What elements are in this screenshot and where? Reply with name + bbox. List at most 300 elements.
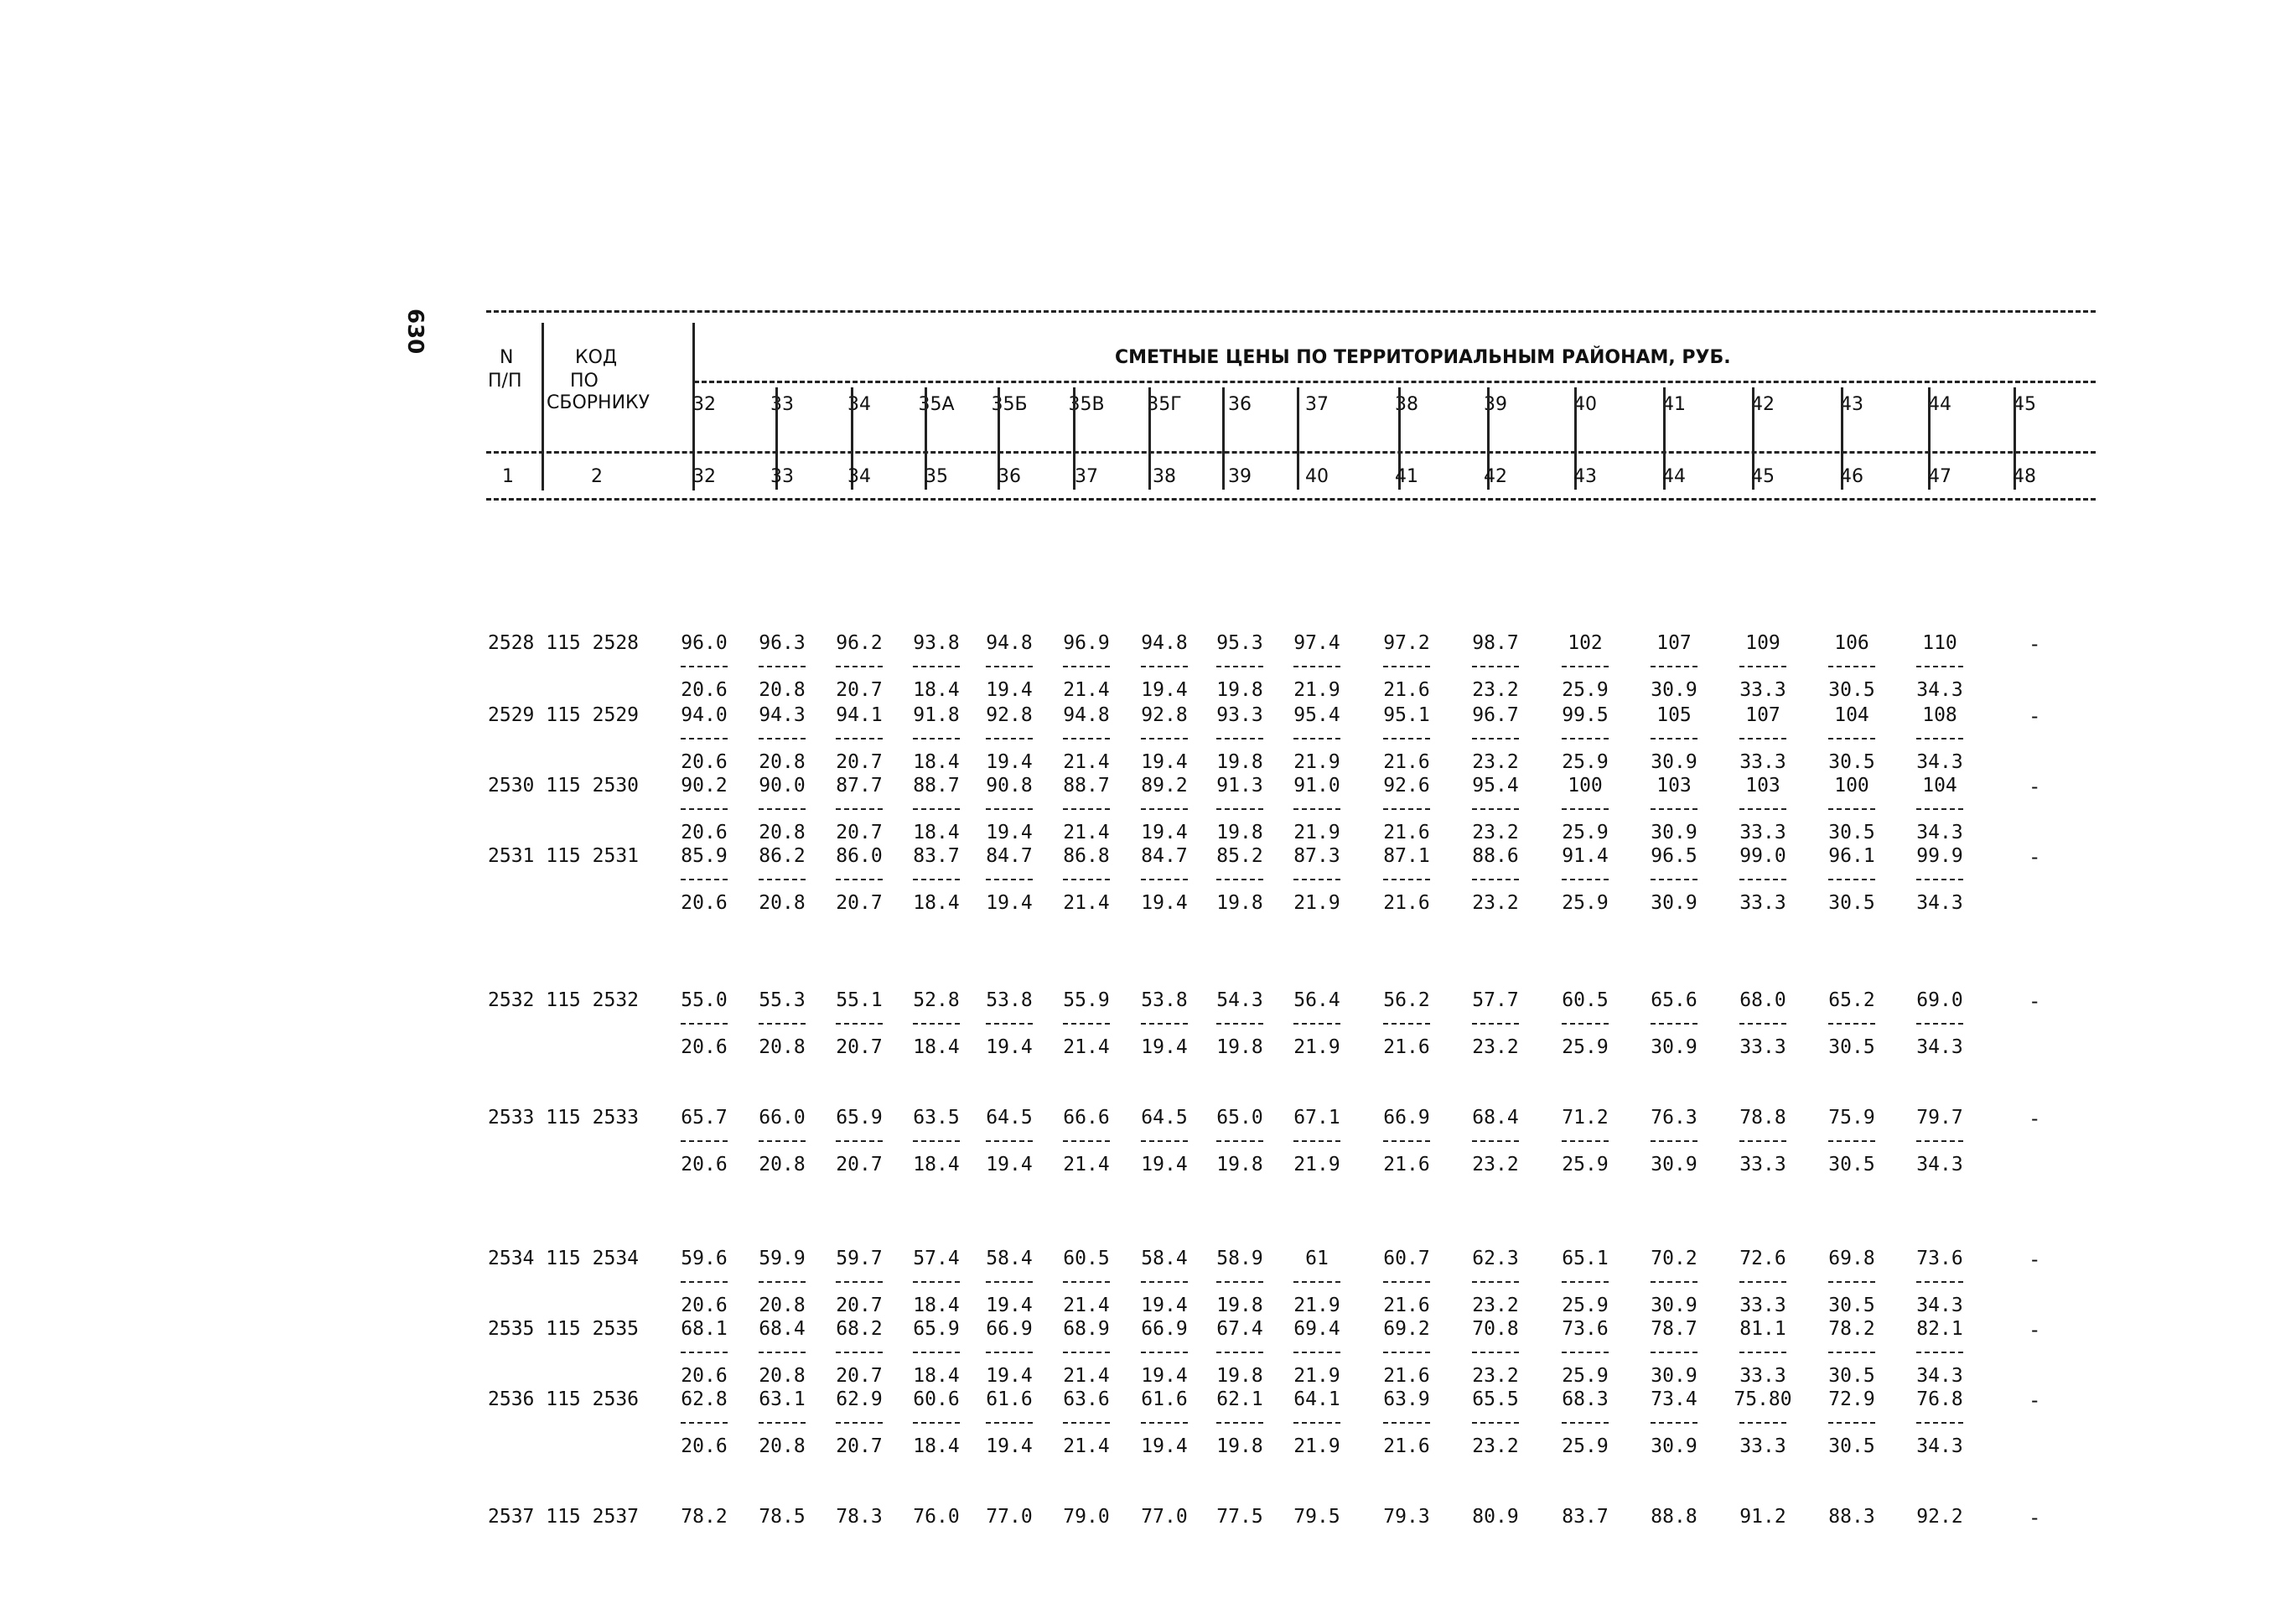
header-pp-label: П/П (488, 371, 522, 392)
fraction-bar (1063, 1140, 1110, 1142)
column-number: 45 (1751, 466, 1775, 487)
fraction-bar (1562, 879, 1609, 880)
region-header: 35Г (1147, 394, 1182, 415)
header-mid-rule (694, 381, 2096, 383)
price-value: 65.5 (1472, 1388, 1519, 1410)
price-value: 57.4 (913, 1248, 960, 1269)
fraction-bar (1651, 808, 1697, 810)
price-value: 90.0 (759, 775, 806, 797)
fraction-bar (1141, 879, 1188, 880)
fraction-bar (1293, 666, 1340, 667)
fraction-bar (1141, 808, 1188, 810)
fraction-bar (913, 1140, 960, 1142)
labor-value: 20.8 (759, 1365, 806, 1387)
price-value: 97.4 (1293, 632, 1340, 654)
price-value: 65.7 (681, 1107, 728, 1129)
column-number: 44 (1662, 466, 1686, 487)
labor-value: 19.4 (986, 892, 1033, 914)
price-value: 88.3 (1828, 1506, 1875, 1528)
region-header: 34 (847, 394, 871, 415)
price-value: 95.4 (1472, 775, 1519, 797)
price-value: 94.3 (759, 704, 806, 726)
price-value: 79.5 (1293, 1506, 1340, 1528)
row-code: 2530 115 2530 (488, 775, 640, 797)
price-value: 96.9 (1063, 632, 1110, 654)
labor-value: 19.4 (986, 822, 1033, 843)
column-number: 48 (2013, 466, 2036, 487)
fraction-bar (836, 1352, 883, 1353)
price-value: 76.8 (1916, 1388, 1963, 1410)
region-header: 36 (1228, 394, 1252, 415)
price-value: 69.8 (1828, 1248, 1875, 1269)
labor-value: 33.3 (1739, 1295, 1786, 1316)
price-value: 68.1 (681, 1318, 728, 1340)
price-value: 91.2 (1739, 1506, 1786, 1528)
labor-value: 20.8 (759, 1154, 806, 1175)
fraction-bar (986, 1352, 1033, 1353)
price-value: 94.8 (986, 632, 1033, 654)
column-number: 34 (847, 466, 871, 487)
labor-value: 30.9 (1651, 751, 1697, 773)
price-value: 107 (1656, 632, 1692, 654)
price-value: 58.4 (1141, 1248, 1188, 1269)
price-value: 68.2 (836, 1318, 883, 1340)
price-value: 63.6 (1063, 1388, 1110, 1410)
fraction-bar (1383, 1140, 1430, 1142)
price-value: 55.9 (1063, 989, 1110, 1011)
fraction-bar (1216, 738, 1263, 740)
price-value: 68.4 (1472, 1107, 1519, 1129)
fraction-bar (1562, 1140, 1609, 1142)
price-value: 78.8 (1739, 1107, 1786, 1129)
fraction-bar (1293, 1352, 1340, 1353)
price-value: 60.7 (1383, 1248, 1430, 1269)
labor-value: 20.7 (836, 1435, 883, 1457)
labor-value: 19.4 (986, 1036, 1033, 1058)
fraction-bar (836, 1422, 883, 1424)
price-value: 91.8 (913, 704, 960, 726)
price-value: 65.6 (1651, 989, 1697, 1011)
fraction-bar (1383, 808, 1430, 810)
labor-value: 21.9 (1293, 1154, 1340, 1175)
price-value: 62.3 (1472, 1248, 1519, 1269)
fraction-bar (986, 808, 1033, 810)
fraction-bar (1216, 879, 1263, 880)
price-value: 61.6 (986, 1388, 1033, 1410)
labor-value: 19.4 (1141, 1036, 1188, 1058)
column-number: 37 (1075, 466, 1098, 487)
empty-cell-dash: - (2029, 1506, 2041, 1529)
header-title: СМЕТНЫЕ ЦЕНЫ ПО ТЕРРИТОРИАЛЬНЫМ РАЙОНАМ, РУБ. (1115, 347, 1731, 368)
empty-cell-dash: - (2029, 989, 2041, 1013)
fraction-bar (1063, 1422, 1110, 1424)
empty-cell-dash: - (2029, 845, 2041, 869)
labor-value: 30.9 (1651, 892, 1697, 914)
labor-value: 21.4 (1063, 1435, 1110, 1457)
labor-value: 30.5 (1828, 822, 1875, 843)
labor-value: 21.4 (1063, 822, 1110, 843)
region-header: 33 (770, 394, 794, 415)
price-value: 53.8 (1141, 989, 1188, 1011)
labor-value: 19.8 (1216, 1295, 1263, 1316)
price-value: 71.2 (1562, 1107, 1609, 1129)
price-value: 65.9 (913, 1318, 960, 1340)
labor-value: 20.8 (759, 1435, 806, 1457)
labor-value: 18.4 (913, 1435, 960, 1457)
labor-value: 21.6 (1383, 822, 1430, 843)
row-code: 2536 115 2536 (488, 1388, 640, 1410)
column-number: 39 (1228, 466, 1252, 487)
fraction-bar (1916, 879, 1963, 880)
column-number: 2 (591, 466, 603, 487)
labor-value: 21.6 (1383, 751, 1430, 773)
price-value: 68.0 (1739, 989, 1786, 1011)
price-value: 75.9 (1828, 1107, 1875, 1129)
labor-value: 20.8 (759, 679, 806, 701)
fraction-bar (681, 738, 728, 740)
price-value: 65.9 (836, 1107, 883, 1129)
labor-value: 21.6 (1383, 1154, 1430, 1175)
labor-value: 33.3 (1739, 822, 1786, 843)
fraction-bar (1063, 879, 1110, 880)
labor-value: 30.9 (1651, 1365, 1697, 1387)
labor-value: 21.9 (1293, 751, 1340, 773)
labor-value: 23.2 (1472, 1295, 1519, 1316)
price-value: 60.6 (913, 1388, 960, 1410)
fraction-bar (1828, 738, 1875, 740)
fraction-bar (1739, 1422, 1786, 1424)
fraction-bar (836, 1140, 883, 1142)
price-value: 92.8 (1141, 704, 1188, 726)
labor-value: 30.9 (1651, 1154, 1697, 1175)
labor-value: 20.7 (836, 1295, 883, 1316)
fraction-bar (1562, 1281, 1609, 1283)
price-value: 89.2 (1141, 775, 1188, 797)
fraction-bar (1383, 1422, 1430, 1424)
fraction-bar (681, 1281, 728, 1283)
labor-value: 20.7 (836, 679, 883, 701)
empty-cell-dash: - (2029, 632, 2041, 656)
price-value: 86.2 (759, 845, 806, 867)
fraction-bar (1828, 1352, 1875, 1353)
price-value: 95.1 (1383, 704, 1430, 726)
fraction-bar (1472, 1281, 1519, 1283)
header-n-label: N (500, 347, 514, 368)
price-value: 110 (1922, 632, 1957, 654)
labor-value: 34.3 (1916, 1435, 1963, 1457)
price-value: 88.8 (1651, 1506, 1697, 1528)
price-value: 73.6 (1916, 1248, 1963, 1269)
price-value: 66.9 (1383, 1107, 1430, 1129)
column-number: 46 (1840, 466, 1863, 487)
column-number: 1 (502, 466, 514, 487)
labor-value: 30.9 (1651, 1036, 1697, 1058)
labor-value: 30.5 (1828, 1154, 1875, 1175)
labor-value: 34.3 (1916, 1154, 1963, 1175)
price-value: 103 (1745, 775, 1780, 797)
fraction-bar (1216, 1023, 1263, 1025)
labor-value: 20.7 (836, 1365, 883, 1387)
fraction-bar (1383, 1281, 1430, 1283)
column-number: 36 (998, 466, 1021, 487)
column-number: 42 (1484, 466, 1507, 487)
fraction-bar (1739, 738, 1786, 740)
price-value: 69.2 (1383, 1318, 1430, 1340)
fraction-bar (1651, 738, 1697, 740)
price-value: 96.2 (836, 632, 883, 654)
labor-value: 20.8 (759, 892, 806, 914)
price-value: 58.9 (1216, 1248, 1263, 1269)
price-value: 53.8 (986, 989, 1033, 1011)
price-value: 93.3 (1216, 704, 1263, 726)
fraction-bar (1916, 1281, 1963, 1283)
fraction-bar (986, 1281, 1033, 1283)
price-value: 90.2 (681, 775, 728, 797)
labor-value: 20.6 (681, 1365, 728, 1387)
price-value: 78.2 (1828, 1318, 1875, 1340)
fraction-bar (1383, 1352, 1430, 1353)
labor-value: 21.6 (1383, 1036, 1430, 1058)
price-value: 56.4 (1293, 989, 1340, 1011)
price-value: 63.9 (1383, 1388, 1430, 1410)
fraction-bar (1141, 1023, 1188, 1025)
labor-value: 25.9 (1562, 892, 1609, 914)
fraction-bar (836, 1023, 883, 1025)
header-divider (542, 323, 544, 490)
price-value: 64.5 (1141, 1107, 1188, 1129)
fraction-bar (681, 808, 728, 810)
labor-value: 21.4 (1063, 1036, 1110, 1058)
labor-value: 20.6 (681, 679, 728, 701)
labor-value: 19.4 (1141, 1435, 1188, 1457)
labor-value: 25.9 (1562, 1154, 1609, 1175)
price-value: 104 (1834, 704, 1869, 726)
header-kod-label: КОД (575, 347, 618, 368)
labor-value: 18.4 (913, 892, 960, 914)
fraction-bar (1383, 738, 1430, 740)
fraction-bar (681, 1140, 728, 1142)
fraction-bar (1383, 879, 1430, 880)
labor-value: 23.2 (1472, 751, 1519, 773)
column-number: 35 (925, 466, 948, 487)
fraction-bar (913, 808, 960, 810)
labor-value: 19.4 (1141, 1154, 1188, 1175)
labor-value: 33.3 (1739, 679, 1786, 701)
fraction-bar (986, 1140, 1033, 1142)
price-value: 92.8 (986, 704, 1033, 726)
fraction-bar (681, 879, 728, 880)
fraction-bar (1651, 666, 1697, 667)
fraction-bar (986, 1422, 1033, 1424)
labor-value: 34.3 (1916, 1295, 1963, 1316)
labor-value: 21.6 (1383, 1435, 1430, 1457)
price-value: 85.9 (681, 845, 728, 867)
labor-value: 21.9 (1293, 822, 1340, 843)
labor-value: 20.8 (759, 1295, 806, 1316)
price-value: 52.8 (913, 989, 960, 1011)
fraction-bar (1651, 1422, 1697, 1424)
labor-value: 30.5 (1828, 1435, 1875, 1457)
price-value: 100 (1834, 775, 1869, 797)
price-value: 96.0 (681, 632, 728, 654)
labor-value: 34.3 (1916, 1036, 1963, 1058)
labor-value: 30.5 (1828, 751, 1875, 773)
fraction-bar (759, 1023, 806, 1025)
fraction-bar (1063, 1023, 1110, 1025)
labor-value: 19.8 (1216, 751, 1263, 773)
price-value: 95.3 (1216, 632, 1263, 654)
labor-value: 19.8 (1216, 1435, 1263, 1457)
region-header: 44 (1928, 394, 1951, 415)
fraction-bar (1828, 1023, 1875, 1025)
header-sbornik-label: СБОРНИКУ (547, 392, 650, 413)
fraction-bar (1293, 1422, 1340, 1424)
fraction-bar (1141, 1422, 1188, 1424)
fraction-bar (986, 879, 1033, 880)
labor-value: 18.4 (913, 1295, 960, 1316)
labor-value: 19.4 (986, 1365, 1033, 1387)
row-code: 2529 115 2529 (488, 704, 640, 726)
fraction-bar (1293, 738, 1340, 740)
labor-value: 34.3 (1916, 822, 1963, 843)
price-value: 87.3 (1293, 845, 1340, 867)
price-value: 58.4 (986, 1248, 1033, 1269)
labor-value: 18.4 (913, 1036, 960, 1058)
fraction-bar (913, 1352, 960, 1353)
fraction-bar (836, 666, 883, 667)
labor-value: 19.4 (986, 1295, 1033, 1316)
price-value: 91.4 (1562, 845, 1609, 867)
price-value: 88.6 (1472, 845, 1519, 867)
region-header: 35А (918, 394, 955, 415)
labor-value: 21.4 (1063, 679, 1110, 701)
fraction-bar (759, 1352, 806, 1353)
labor-value: 33.3 (1739, 892, 1786, 914)
fraction-bar (1472, 808, 1519, 810)
labor-value: 21.6 (1383, 1295, 1430, 1316)
price-value: 55.3 (759, 989, 806, 1011)
price-value: 59.6 (681, 1248, 728, 1269)
price-value: 97.2 (1383, 632, 1430, 654)
fraction-bar (1828, 1281, 1875, 1283)
price-value: 103 (1656, 775, 1692, 797)
fraction-bar (759, 666, 806, 667)
labor-value: 19.4 (1141, 679, 1188, 701)
labor-value: 25.9 (1562, 679, 1609, 701)
fraction-bar (1651, 1281, 1697, 1283)
price-value: 68.4 (759, 1318, 806, 1340)
fraction-bar (681, 666, 728, 667)
fraction-bar (913, 666, 960, 667)
labor-value: 19.8 (1216, 679, 1263, 701)
price-value: 83.7 (913, 845, 960, 867)
fraction-bar (1739, 808, 1786, 810)
labor-value: 25.9 (1562, 1036, 1609, 1058)
fraction-bar (1562, 666, 1609, 667)
fraction-bar (1141, 738, 1188, 740)
price-value: 73.6 (1562, 1318, 1609, 1340)
labor-value: 18.4 (913, 1154, 960, 1175)
fraction-bar (681, 1352, 728, 1353)
price-value: 104 (1922, 775, 1957, 797)
column-number: 38 (1153, 466, 1176, 487)
labor-value: 21.6 (1383, 1365, 1430, 1387)
labor-value: 23.2 (1472, 1036, 1519, 1058)
price-value: 64.1 (1293, 1388, 1340, 1410)
labor-value: 20.6 (681, 1295, 728, 1316)
price-value: 78.3 (836, 1506, 883, 1528)
empty-cell-dash: - (2029, 1388, 2041, 1412)
fraction-bar (1063, 1352, 1110, 1353)
labor-value: 25.9 (1562, 1365, 1609, 1387)
fraction-bar (1063, 1281, 1110, 1283)
column-number: 43 (1573, 466, 1597, 487)
labor-value: 21.4 (1063, 892, 1110, 914)
header-bottom-rule (486, 498, 2096, 501)
price-value: 94.0 (681, 704, 728, 726)
labor-value: 25.9 (1562, 822, 1609, 843)
fraction-bar (836, 738, 883, 740)
fraction-bar (1651, 879, 1697, 880)
fraction-bar (1216, 808, 1263, 810)
labor-value: 20.6 (681, 892, 728, 914)
labor-value: 21.6 (1383, 892, 1430, 914)
fraction-bar (1293, 1023, 1340, 1025)
region-header: 35В (1068, 394, 1105, 415)
labor-value: 21.4 (1063, 1154, 1110, 1175)
fraction-bar (1293, 808, 1340, 810)
price-value: 70.2 (1651, 1248, 1697, 1269)
fraction-bar (1063, 808, 1110, 810)
labor-value: 18.4 (913, 751, 960, 773)
labor-value: 19.8 (1216, 1036, 1263, 1058)
fraction-bar (1472, 738, 1519, 740)
price-value: 66.9 (1141, 1318, 1188, 1340)
labor-value: 34.3 (1916, 751, 1963, 773)
labor-value: 20.6 (681, 751, 728, 773)
price-value: 60.5 (1562, 989, 1609, 1011)
fraction-bar (1472, 1140, 1519, 1142)
fraction-bar (759, 808, 806, 810)
fraction-bar (986, 666, 1033, 667)
fraction-bar (836, 808, 883, 810)
price-value: 92.6 (1383, 775, 1430, 797)
price-value: 62.1 (1216, 1388, 1263, 1410)
labor-value: 19.8 (1216, 822, 1263, 843)
empty-cell-dash: - (2029, 704, 2041, 728)
labor-value: 30.5 (1828, 892, 1875, 914)
price-value: 66.9 (986, 1318, 1033, 1340)
labor-value: 21.9 (1293, 892, 1340, 914)
labor-value: 21.9 (1293, 1365, 1340, 1387)
labor-value: 23.2 (1472, 892, 1519, 914)
fraction-bar (1141, 666, 1188, 667)
labor-value: 20.6 (681, 1435, 728, 1457)
price-value: 106 (1834, 632, 1869, 654)
price-value: 73.4 (1651, 1388, 1697, 1410)
fraction-bar (1828, 1140, 1875, 1142)
row-code: 2532 115 2532 (488, 989, 640, 1011)
fraction-bar (1916, 666, 1963, 667)
price-value: 85.2 (1216, 845, 1263, 867)
fraction-bar (1472, 1422, 1519, 1424)
fraction-bar (1141, 1140, 1188, 1142)
page-number: 630 (402, 309, 428, 355)
labor-value: 20.6 (681, 1154, 728, 1175)
labor-value: 21.6 (1383, 679, 1430, 701)
fraction-bar (1383, 1023, 1430, 1025)
labor-value: 25.9 (1562, 1295, 1609, 1316)
